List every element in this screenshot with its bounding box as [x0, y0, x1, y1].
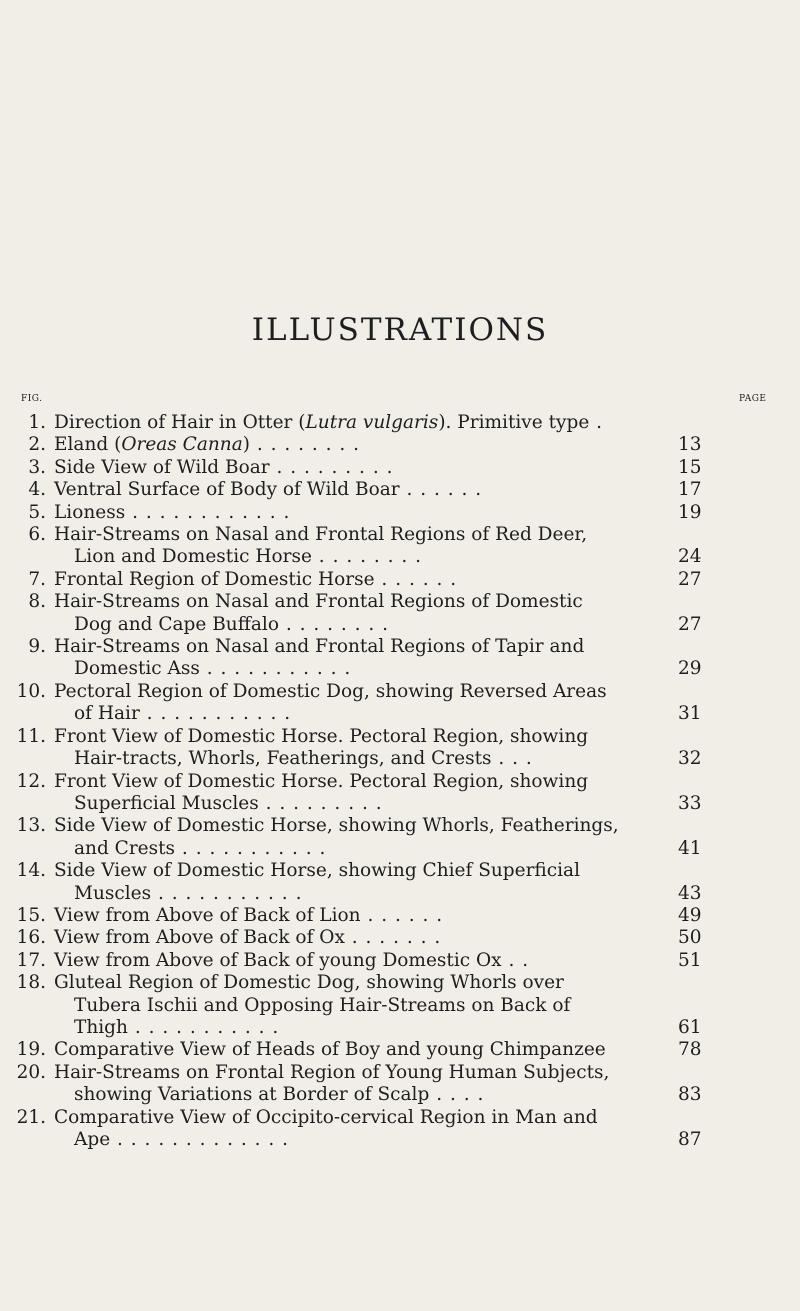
- caption-text: ). Primitive type: [438, 412, 590, 433]
- caption-text: Hair-Streams on Nasal and Frontal Regions of Red Deer,: [54, 524, 588, 546]
- leader-dots: . . . . . . . . . . . . .: [110, 1129, 290, 1150]
- figure-number: 10.: [16, 680, 46, 702]
- caption-continuation: Dog and Cape Buffalo: [74, 613, 279, 635]
- caption-text: Hair-Streams on Nasal and Frontal Regions of Tapir and: [54, 636, 585, 658]
- page-number: 17: [678, 479, 702, 501]
- figure-caption: [54, 591, 666, 636]
- leader-dots: . . . . . . . . . . .: [175, 837, 327, 859]
- illustration-entry: [0, 860, 800, 905]
- figure-number: 17.: [16, 949, 46, 971]
- caption-continuation: Lion and Domestic Horse: [74, 546, 312, 568]
- figure-number: 15.: [16, 904, 46, 926]
- leader-dots: . . . . . . . . .: [269, 456, 394, 478]
- figure-number: 18.: [16, 972, 46, 994]
- caption-continuation: Hair-tracts, Whorls, Featherings, and Crests: [74, 748, 492, 770]
- illustration-entry: [0, 681, 800, 726]
- leader-dots: . . . . . . . .: [311, 546, 423, 568]
- page-column-header: PAGE: [739, 394, 767, 404]
- figure-number: 1.: [28, 412, 46, 433]
- figure-number: 12.: [16, 770, 46, 792]
- illustration-entry: [0, 1107, 800, 1152]
- illustration-entry: [0, 591, 800, 636]
- figure-number: 19.: [16, 1039, 46, 1061]
- illustration-entry: [0, 1062, 800, 1107]
- illustration-entry: [0, 726, 800, 771]
- page-number: 87: [678, 1129, 702, 1150]
- figure-caption: [54, 950, 666, 972]
- figure-number: 14.: [16, 860, 46, 882]
- illustration-entry: [0, 1039, 800, 1061]
- caption-continuation: and Crests: [74, 837, 176, 859]
- leader-dots: . . . . . . . . .: [258, 792, 383, 814]
- caption-text: Ventral Surface of Body of Wild Boar: [54, 479, 400, 501]
- fig-column-header: FIG.: [21, 394, 43, 404]
- caption-text: Front View of Domestic Horse. Pectoral Region, showing: [54, 725, 589, 747]
- page-number: 78: [678, 1039, 702, 1061]
- page-number: 15: [678, 456, 702, 478]
- figure-number: 11.: [16, 725, 46, 747]
- caption-text: Hair-Streams on Nasal and Frontal Regions of Domestic: [54, 591, 583, 613]
- figure-number: 20.: [16, 1061, 46, 1083]
- figure-caption: [54, 927, 666, 949]
- page-number: 32: [678, 748, 702, 770]
- leader-dots: .: [589, 412, 604, 433]
- page-number: 83: [678, 1084, 702, 1106]
- figure-caption: [54, 524, 666, 569]
- page-number: 27: [678, 568, 702, 590]
- caption-text: Gluteal Region of Domestic Dog, showing Whorls over: [54, 972, 564, 994]
- figure-number: 9.: [28, 636, 46, 658]
- illustration-entry: [0, 502, 800, 524]
- leader-dots: . . . . . . . . . . .: [151, 882, 303, 904]
- figure-number: 7.: [28, 568, 46, 590]
- caption-text: Lioness: [54, 501, 126, 523]
- page-number: 33: [678, 792, 702, 814]
- caption-continuation: Thigh: [74, 1016, 128, 1038]
- figure-caption: [54, 636, 666, 681]
- caption-species-name: Oreas Canna: [121, 434, 243, 456]
- figure-caption: [54, 434, 666, 456]
- leader-dots: . . . . . . . . . . .: [127, 1016, 280, 1038]
- figure-number: 4.: [28, 479, 46, 501]
- page-number: 29: [678, 658, 702, 680]
- figure-caption: [54, 972, 666, 1039]
- page-number: 50: [678, 927, 702, 949]
- caption-continuation: Ape: [74, 1129, 111, 1150]
- page-number: 61: [678, 1016, 702, 1038]
- caption-continuation: Muscles: [74, 882, 152, 904]
- caption-text: View from Above of Back of young Domestic Ox: [54, 949, 502, 971]
- illustration-entry: [0, 927, 800, 949]
- figure-caption: [54, 771, 666, 816]
- leader-dots: . . . .: [429, 1084, 485, 1106]
- caption-text: Hair-Streams on Frontal Region of Young Human Subjects,: [54, 1061, 610, 1083]
- page-number: 19: [678, 501, 702, 523]
- illustration-entry: [0, 905, 800, 927]
- figure-number: 2.: [28, 434, 46, 456]
- figure-caption: [54, 860, 666, 905]
- figure-caption: [54, 1062, 666, 1107]
- illustrations-list: [0, 412, 800, 1151]
- page-number: 43: [678, 882, 702, 904]
- leader-dots: . . . . . .: [374, 568, 458, 590]
- page-title: ILLUSTRATIONS: [251, 312, 549, 348]
- page-number: 51: [678, 949, 702, 971]
- figure-number: 6.: [28, 524, 46, 546]
- leader-dots: . . . . . .: [360, 904, 444, 926]
- caption-text: Eland (: [54, 434, 122, 456]
- caption-text: View from Above of Back of Lion: [54, 904, 361, 926]
- illustration-entry: [0, 815, 800, 860]
- illustration-entry: [0, 412, 800, 434]
- page-number: 13: [678, 434, 702, 456]
- leader-dots: . . . . . . . .: [278, 613, 390, 635]
- illustration-entry: [0, 434, 800, 456]
- figure-number: 8.: [28, 591, 46, 613]
- illustration-entry: [0, 569, 800, 591]
- figure-caption: [54, 726, 666, 771]
- leader-dots: . . . . . . . . . . . .: [125, 501, 291, 523]
- leader-dots: . . . . . . . . . . .: [199, 658, 352, 680]
- caption-text: Comparative View of Occipito-cervical Region in Man and: [54, 1106, 598, 1128]
- illustration-entry: [0, 950, 800, 972]
- figure-caption: [54, 681, 666, 726]
- figure-caption: [54, 412, 666, 434]
- leader-dots: . . .: [491, 748, 533, 770]
- figure-number: 16.: [16, 927, 46, 949]
- illustration-entry: [0, 479, 800, 501]
- figure-caption: [54, 815, 666, 860]
- caption-text: Side View of Wild Boar: [54, 456, 270, 478]
- leader-dots: . . . . . .: [399, 479, 483, 501]
- caption-text: ): [242, 434, 250, 456]
- illustration-entry: [0, 524, 800, 569]
- caption-continuation: of Hair: [74, 703, 140, 725]
- caption-continuation: Domestic Ass: [74, 658, 200, 680]
- figure-caption: [54, 479, 666, 501]
- illustration-entry: [0, 771, 800, 816]
- figure-number: 21.: [16, 1106, 46, 1128]
- caption-text: Side View of Domestic Horse, showing Whorls, Featherings,: [54, 815, 619, 837]
- leader-dots: . .: [501, 949, 530, 971]
- figure-number: 3.: [28, 456, 46, 478]
- leader-dots: . . . . . . . .: [249, 434, 361, 456]
- leader-dots: . . . . . . .: [344, 927, 442, 949]
- figure-caption: [54, 905, 666, 927]
- caption-text: Side View of Domestic Horse, showing Chief Superficial: [54, 860, 580, 882]
- figure-number: 13.: [16, 815, 46, 837]
- caption-text: View from Above of Back of Ox: [54, 927, 345, 949]
- page-number: 31: [678, 703, 702, 725]
- figure-caption: [54, 1107, 666, 1152]
- caption-text: Comparative View of Heads of Boy and young Chimpanzee: [54, 1039, 606, 1061]
- figure-caption: [54, 502, 666, 524]
- page-number: 27: [678, 613, 702, 635]
- figure-caption: [54, 1039, 666, 1061]
- illustration-entry: [0, 972, 800, 1039]
- illustration-entry: [0, 457, 800, 479]
- figure-caption: [54, 457, 666, 479]
- caption-continuation: showing Variations at Border of Scalp: [74, 1084, 430, 1106]
- page-number: 24: [678, 546, 702, 568]
- caption-continuation: Superficial Muscles: [74, 792, 259, 814]
- page-number: 49: [678, 904, 702, 926]
- figure-number: 5.: [28, 501, 46, 523]
- leader-dots: . . . . . . . . . . .: [139, 703, 292, 725]
- figure-caption: [54, 569, 666, 591]
- caption-species-name: Lutra vulgaris: [305, 412, 439, 433]
- caption-text: Direction of Hair in Otter (: [54, 412, 306, 433]
- caption-text: Frontal Region of Domestic Horse: [54, 568, 375, 590]
- illustration-entry: [0, 636, 800, 681]
- caption-text: Pectoral Region of Domestic Dog, showing Reversed Areas: [54, 680, 607, 702]
- page-number: 41: [678, 837, 702, 859]
- caption-continuation: Tubera Ischii and Opposing Hair-Streams on Back of: [74, 994, 571, 1016]
- caption-text: Front View of Domestic Horse. Pectoral Region, showing: [54, 770, 589, 792]
